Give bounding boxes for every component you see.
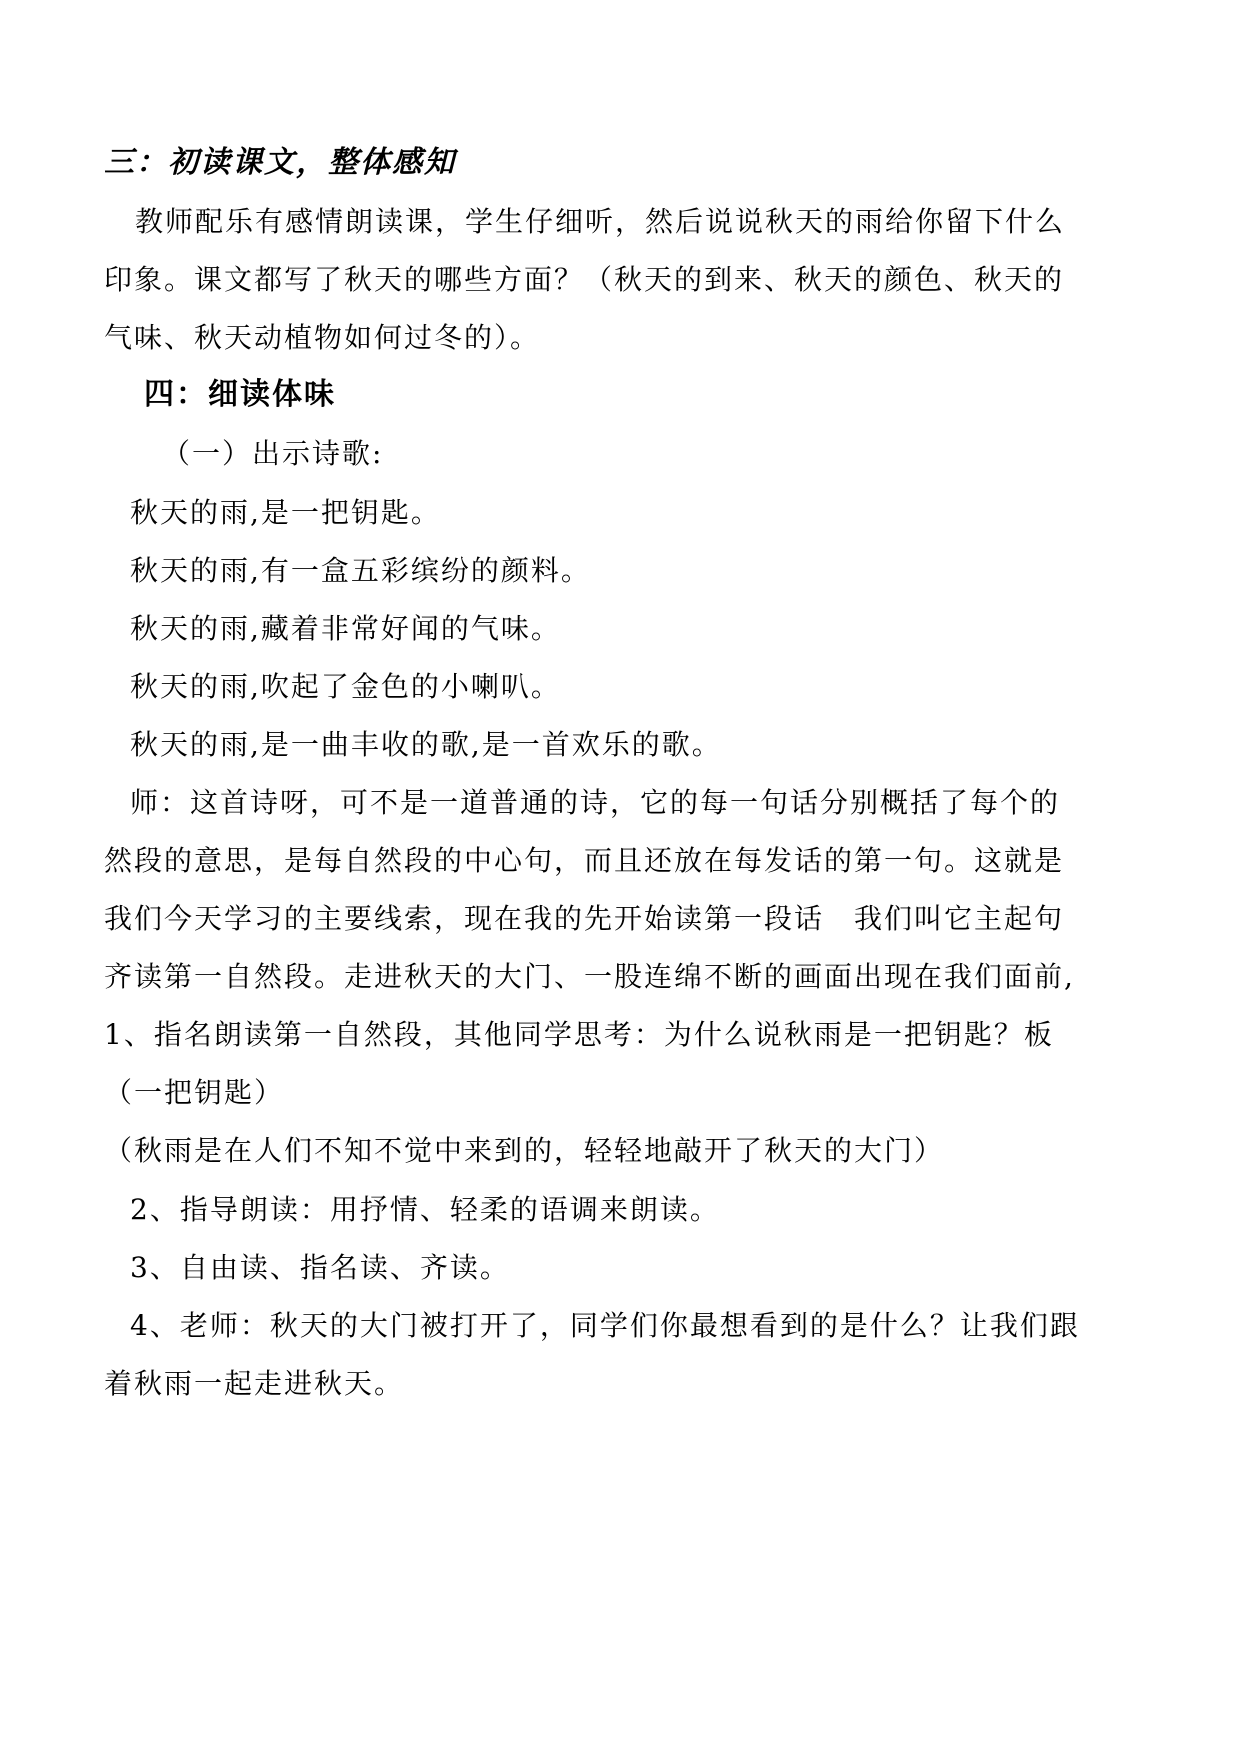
section-three-heading: 三：初读课文，整体感知 [104,145,456,180]
paragraph-line: 印象。课文都写了秋天的哪些方面？（秋天的到来、秋天的颜色、秋天的 [104,263,1065,296]
poem-line: 秋天的雨,吹起了金色的小喇叭。 [130,670,561,703]
step-two: 2、指导朗读：用抒情、轻柔的语调来朗读。 [130,1193,720,1226]
step-four-line: 着秋雨一起走进秋天。 [104,1367,405,1400]
subheading: （一）出示诗歌: [162,437,384,470]
paragraph-line: 我们今天学习的主要线索，现在我的先开始读第一段话 我们叫它主起句 [104,902,1065,935]
paragraph-line: 然段的意思，是每自然段的中心句，而且还放在每发话的第一句。这就是 [104,844,1065,877]
paragraph-line: 气味、秋天动植物如何过冬的）。 [104,321,541,354]
poem-line: 秋天的雨,藏着非常好闻的气味。 [130,612,561,645]
step-one-note: （秋雨是在人们不知不觉中来到的，轻轻地敲开了秋天的大门） [104,1134,945,1167]
step-four-line: 4、老师：秋天的大门被打开了，同学们你最想看到的是什么？让我们跟 [130,1309,1080,1342]
step-one-line: （一把钥匙） [104,1076,285,1109]
poem-line: 秋天的雨,是一曲丰收的歌,是一首欢乐的歌。 [130,728,722,761]
poem-line: 秋天的雨,是一把钥匙。 [130,496,441,529]
section-four-heading: 四：细读体味 [144,377,336,412]
step-three: 3、自由读、指名读、齐读。 [130,1251,510,1284]
poem-line: 秋天的雨,有一盒五彩缤纷的颜料。 [130,554,591,587]
paragraph-line: 教师配乐有感情朗读课，学生仔细听，然后说说秋天的雨给你留下什么 [135,205,1066,238]
paragraph-line: 齐读第一自然段。走进秋天的大门、一股连绵不断的画面出现在我们面前, [104,960,1075,993]
paragraph-line: 师：这首诗呀，可不是一道普通的诗，它的每一句话分别概括了每个的 [130,786,1061,819]
step-one-line: 1、指名朗读第一自然段，其他同学思考：为什么说秋雨是一把钥匙？板 [104,1018,1054,1051]
